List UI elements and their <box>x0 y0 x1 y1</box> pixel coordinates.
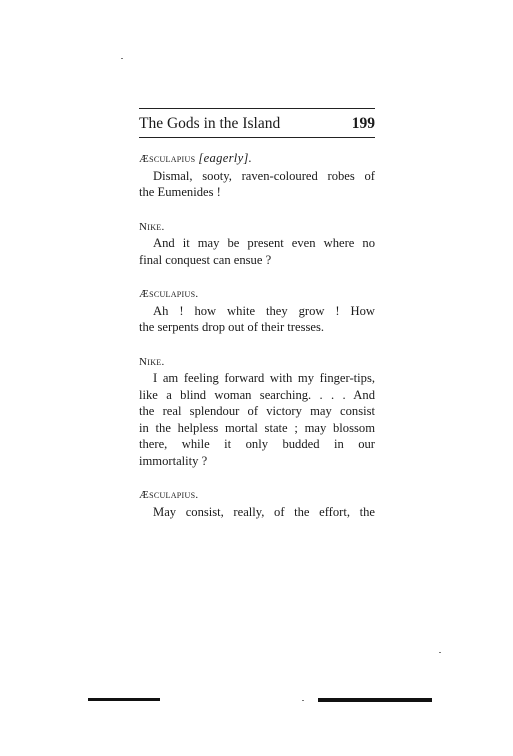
speaker-name: Nike. <box>139 220 165 233</box>
stage-direction: [eagerly]. <box>198 151 253 165</box>
speech-line: May consist, really, of the effort, the <box>153 504 375 519</box>
speaker-label: Æsculapius <box>139 153 196 165</box>
speech <box>139 303 375 336</box>
speech-line: Dismal, sooty, raven-coloured robes of <box>153 168 375 183</box>
scan-artifact-right <box>318 698 432 702</box>
dialogue-block <box>139 150 375 201</box>
speech-line: the real splendour of victory may consist <box>139 404 375 418</box>
speaker-name: Nike. <box>139 355 165 368</box>
speaker-name: Æsculapius. <box>139 489 199 501</box>
speech-line: final conquest can ensue ? <box>139 252 272 267</box>
speech-line: the serpents drop out of their tresses. <box>139 320 325 334</box>
dialogue-block <box>139 354 375 470</box>
dialogue-block <box>139 286 375 336</box>
speaker-name <box>139 150 375 168</box>
speech <box>139 504 375 521</box>
running-header <box>139 115 375 135</box>
header-rule-bottom <box>139 137 375 138</box>
dialogue-block <box>139 487 375 520</box>
scan-speck <box>439 652 441 653</box>
speech-line: there, while it only budded in our <box>139 437 375 451</box>
speech <box>139 370 375 469</box>
scan-artifact-left <box>88 698 160 701</box>
scan-speck <box>121 58 123 59</box>
speech <box>139 168 375 201</box>
dialogue-body <box>139 150 375 520</box>
speech-line: I am feeling forward with my finger-tips, <box>153 371 375 385</box>
scan-speck <box>302 700 304 701</box>
speech <box>139 235 375 268</box>
speaker-name: Æsculapius. <box>139 288 199 300</box>
running-title: The Gods in the Island <box>139 115 281 132</box>
header-rule-top <box>139 108 375 109</box>
speech-line: in the helpless mortal state ; may blossom <box>139 420 375 435</box>
speech-line: like a blind woman searching. . . . And <box>139 387 375 402</box>
dialogue-block <box>139 219 375 269</box>
speech-line: Ah ! how white they grow ! How <box>153 303 375 318</box>
page-number: 199 <box>351 115 375 132</box>
speech-line: And it may be present even where no <box>153 236 375 250</box>
speech-line: immortality ? <box>139 453 208 468</box>
speech-line: the Eumenides ! <box>139 185 221 199</box>
